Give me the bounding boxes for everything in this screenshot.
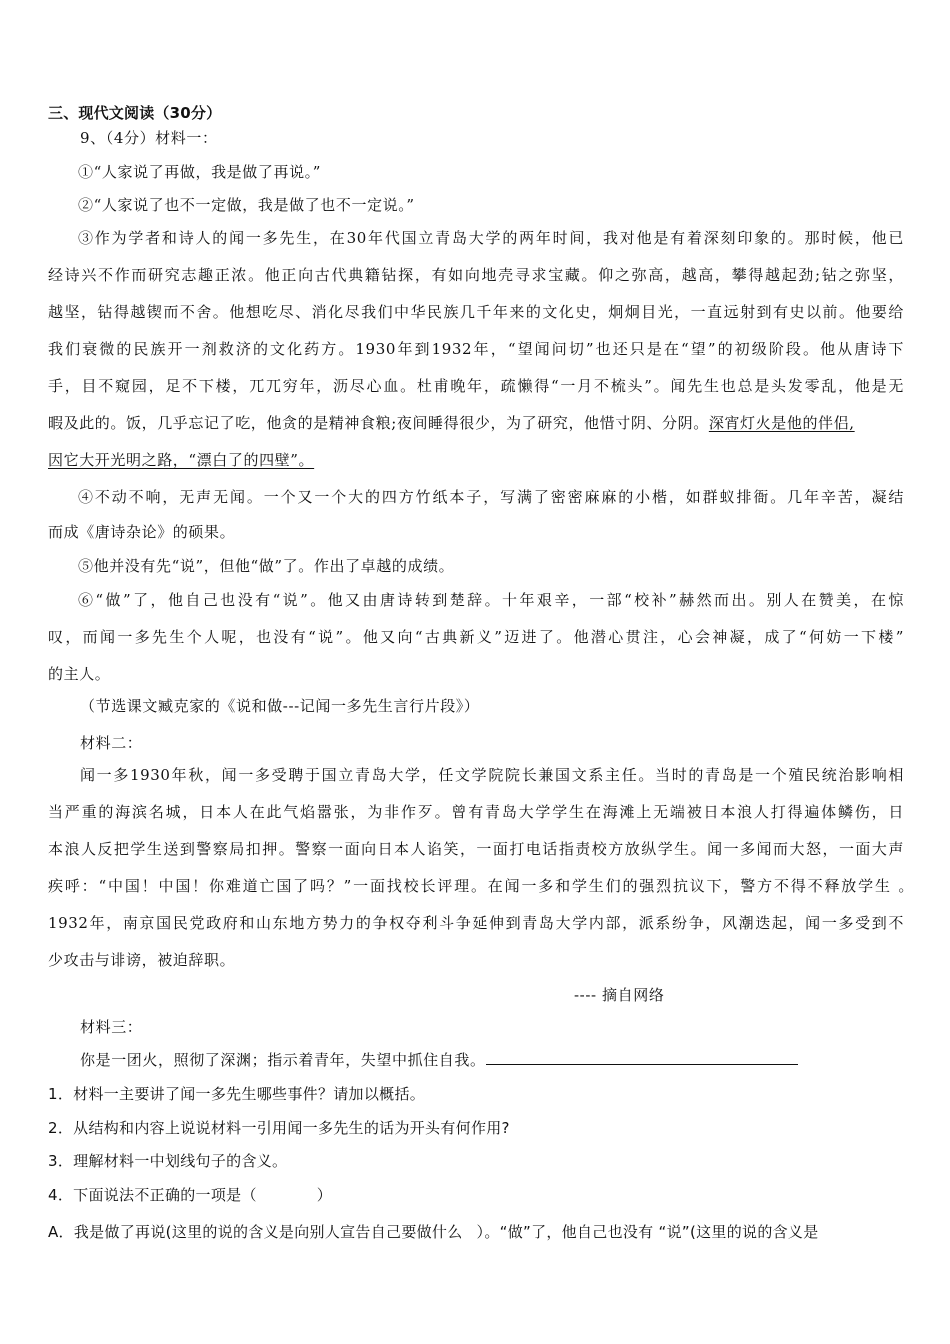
underlined-sentence-part-2: 因它大开光明之路，“漂白了的四壁”。 [48,451,315,469]
section-title: 三、现代文阅读（30分） [48,104,222,122]
material1-para-3-line-6 [48,413,908,433]
option-a-part-1: A．我是做了再说(这里的说的含义是向别人宣告自己要做什么 [48,1223,463,1241]
material2-line-2: 当严重的海滨名城，日本人在此气焰嚣张，为非作歹。曾有青岛大学学生在海滩上无端被日本浪人打得遍体鳞伤，日 [48,803,904,821]
material1-para-6-line-2: 叹，而闻一多先生个人呢，也没有“说”。他又向“古典新义”迈进了。他潜心贯注，心会神凝，成了“何妨一下楼” [48,628,904,646]
question-3: 3．理解材料一中划线句子的含义。 [48,1152,288,1170]
material3-quote: 你是一团火，照彻了深渊；指示着青年，失望中抓住自我。 [80,1051,486,1069]
option-a [48,1222,908,1242]
material1-para-2: ②“人家说了也不一定做，我是做了也不一定说。” [78,196,415,214]
material1-para-3-line-6-text: 暇及此的。饭，几乎忘记了吃，他贪的是精神食粮;夜间睡得很少，为了研究，他惜寸阴、分阴。 [48,414,709,432]
material2-line-4: 疾呼：“中国！中国！你难道亡国了吗？”一面找校长评理。在闻一多和学生们的强烈抗议下，警方不得不释放学生 。 [48,877,914,895]
question-4 [48,1185,908,1205]
material3-label: 材料三： [80,1018,143,1036]
question-4-close-paren: ） [316,1186,333,1204]
material2-source: ---- 摘自网络 [574,986,665,1004]
material2-line-1: 闻一多1930年秋，闻一多受聘于国立青岛大学，任文学院院长兼国文系主任。当时的青岛是一个殖民统治影响相 [80,766,904,784]
question-4-text: 4．下面说法不正确的一项是（ [48,1186,257,1204]
material1-para-3-line-7 [48,450,908,470]
answer-blank[interactable] [486,1050,798,1065]
material2-line-3: 本浪人反把学生送到警察局扣押。警察一面向日本人谄笑，一面打电话指责校方放纵学生。闻一多闻而大怒，一面大声 [48,840,904,858]
material1-para-3-line-5: 手，目不窥园，足不下楼，兀兀穷年，沥尽心血。杜甫晚年，疏懒得“一月不梳头”。闻先生也总是头发零乱，他是无 [48,377,904,395]
material3-text [80,1050,940,1070]
material1-para-3-line-3: 越坚，钻得越锲而不舍。他想吃尽、消化尽我们中华民族几千年来的文化史，炯炯目光，一直远射到有史以前。他要给 [48,303,904,321]
material2-line-6: 少攻击与诽谤，被迫辞职。 [48,951,236,969]
question-2: 2．从结构和内容上说说材料一引用闻一多先生的话为开头有何作用? [48,1119,510,1137]
material1-para-3-line-1: ③作为学者和诗人的闻一多先生，在30年代国立青岛大学的两年时间，我对他是有着深刻印象的。那时候，他已 [78,229,904,247]
underlined-sentence-part-1: 深宵灯火是他的伴侣, [708,414,855,432]
material1-para-4-line-2: 而成《唐诗杂论》的硕果。 [48,523,236,541]
question-1: 1．材料一主要讲了闻一多先生哪些事件？请加以概括。 [48,1085,426,1103]
material2-line-5: 1932年，南京国民党政府和山东地方势力的争权夺利斗争延伸到青岛大学内部，派系纷争，风潮迭起，闻一多受到不 [48,914,904,932]
material1-para-3-line-2: 经诗兴不作而研究志趣正浓。他正向古代典籍钻探，有如向地壳寻求宝藏。仰之弥高，越高，攀得越起劲;钻之弥坚， [48,266,904,284]
option-a-part-2: ）。“做”了，他自己也没有 “说”(这里的说的含义是 [476,1223,819,1241]
material2-label: 材料二： [80,734,143,752]
material1-para-6-line-1: ⑥“做”了，他自己也没有“说”。他又由唐诗转到楚辞。十年艰辛，一部“校补”赫然而出。别人在赞美，在惊 [78,591,904,609]
material1-para-3-line-4: 我们衰微的民族开一剂救济的文化药方。1930年到1932年，“望闻问切”也还只是在“望”的初级阶段。他从唐诗下 [48,340,904,358]
material1-para-5: ⑤他并没有先“说”，但他“做”了。作出了卓越的成绩。 [78,557,455,575]
material1-para-6-line-3: 的主人。 [48,665,111,683]
material1-para-1: ①“人家说了再做，我是做了再说。” [78,163,322,181]
material1-para-4-line-1: ④不动不响，无声无闻。一个又一个大的四方竹纸本子，写满了密密麻麻的小楷，如群蚁排衙。几年辛苦，凝结 [78,488,904,506]
question-9-intro: 9、（4分）材料一： [80,129,218,147]
material1-source: （节选课文臧克家的《说和做---记闻一多先生言行片段》） [80,697,480,715]
